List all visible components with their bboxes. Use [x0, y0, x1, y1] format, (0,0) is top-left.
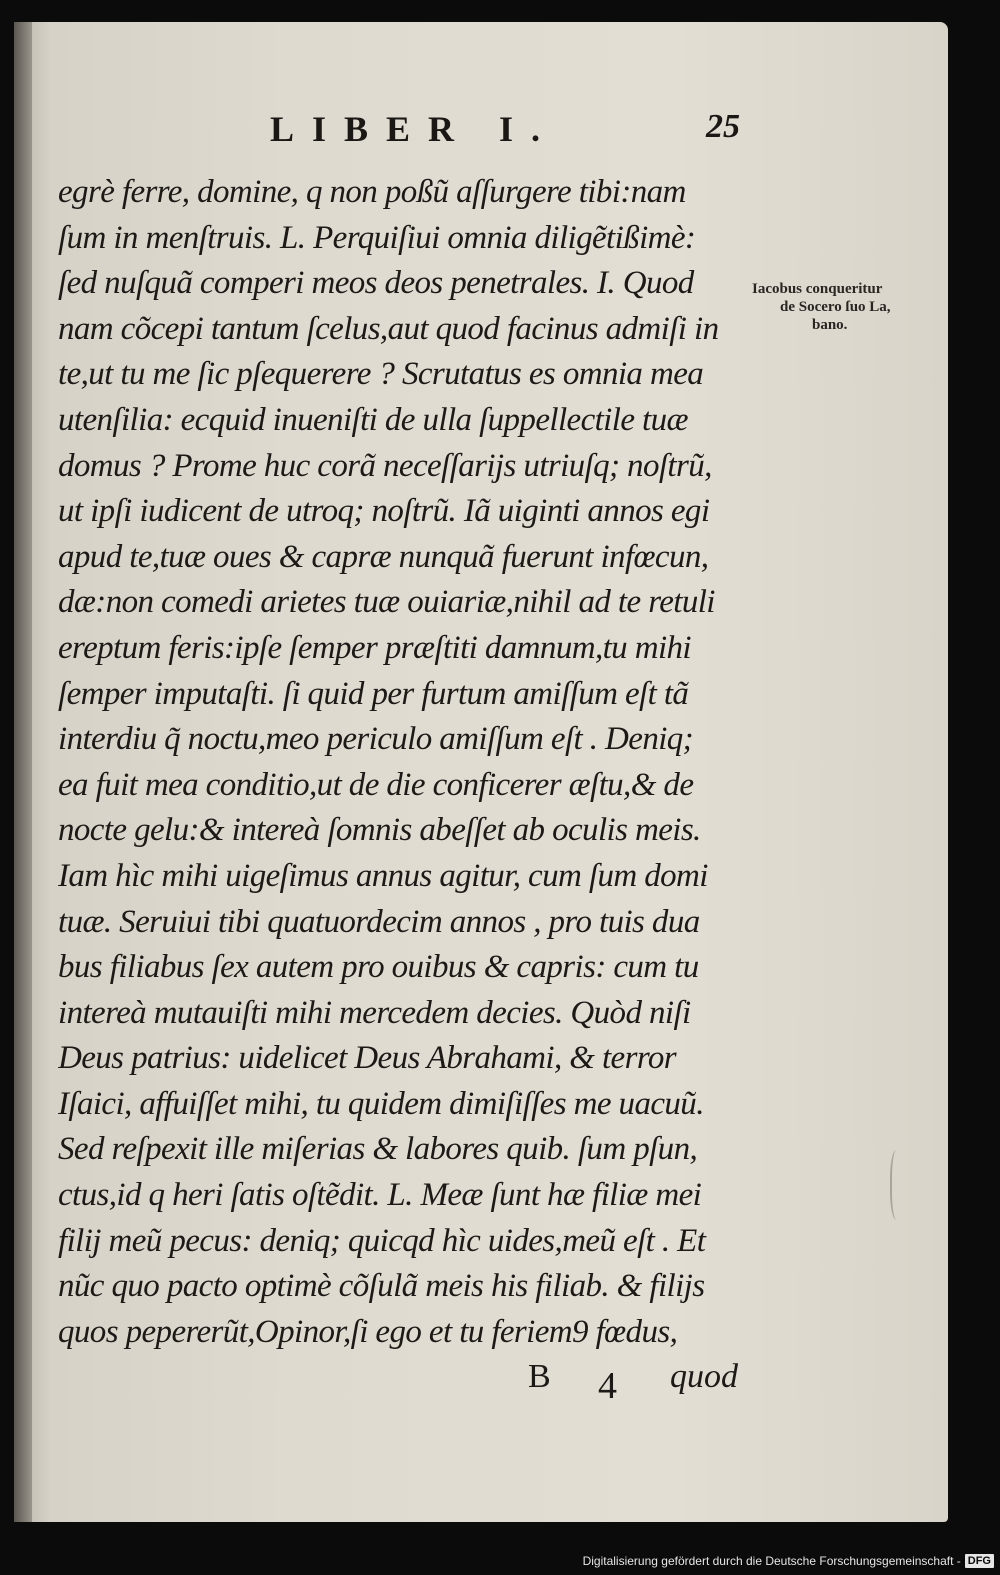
signature-mark: B [528, 1358, 551, 1395]
footer [583, 1551, 994, 1571]
text-line: filij meũ pecus: deniq; quicqd hìc uides,meũ eſt . Et [58, 1222, 706, 1259]
marginal-note [752, 280, 952, 334]
text-line: Iſaici, affuiſſet mihi, tu quidem dimiſiſſes me uacuũ. [58, 1085, 704, 1122]
page-gutter [14, 22, 32, 1522]
text-line: nam cõcepi tantum ſcelus,aut quod facinus admiſi in [58, 310, 719, 347]
text-line: ea fuit mea conditio,ut de die conficerer æſtu,& de [58, 766, 694, 803]
text-line: apud te,tuæ oues & capræ nunquã fuerunt infœcun, [58, 538, 709, 575]
text-line: ut ipſi iudicent de utroq; noſtrũ. Iã uiginti annos egi [58, 493, 710, 530]
body-text [58, 170, 758, 1355]
catchword-line [528, 1358, 748, 1406]
text-line: Deus patrius: uidelicet Deus Abrahami, & terror [58, 1040, 677, 1077]
text-line: egrè ferre, domine, q non poßũ aſſurgere tibi:nam [58, 174, 686, 210]
text-line: nocte gelu:& intereà ſomnis abeſſet ab oculis meis. [58, 812, 701, 849]
catchword: quod [670, 1358, 738, 1395]
dfg-logo: DFG [965, 1554, 994, 1568]
text-line: domus ? Prome huc corã neceſſarijs utriuſq; noſtrũ, [58, 447, 712, 484]
marginal-note-line: bano. [812, 317, 848, 333]
text-line: te,ut tu me ſic pſequerere ? Scrutatus es omnia mea [58, 356, 704, 393]
text-line: utenſilia: ecquid inueniſti de ulla ſuppellectile tuæ [58, 401, 688, 438]
text-line: nũc quo pacto optimè cõſulã meis his filiab. & filijs [58, 1268, 705, 1305]
text-line: ſed nuſquã comperi meos deos penetrales. I. Quod [58, 265, 694, 302]
text-line: Iam hìc mihi uigeſimus annus agitur, cum ſum domi [58, 857, 708, 894]
pencil-mark [890, 1150, 906, 1220]
text-line: intereà mutauiſti mihi mercedem decies. Quòd niſi [58, 994, 691, 1031]
footer-text: Digitalisierung gefördert durch die Deutsche Forschungsgemeinschaft - [582, 1554, 961, 1568]
text-line: tuæ. Seruiui tibi quatuordecim annos , pro tuis dua [58, 903, 700, 940]
page-header [270, 108, 740, 168]
text-line: Sed reſpexit ille miſerias & labores quib. ſum pſun, [58, 1131, 698, 1168]
text-line: dæ:non comedi arietes tuæ ouiariæ,nihil ad te retuli [58, 584, 715, 621]
text-line: ctus,id q heri ſatis oſtẽdit. L. Meæ ſunt hæ filiæ mei [58, 1177, 702, 1214]
marginal-note-line: de Socero ſuo La, [780, 299, 891, 315]
running-head: LIBER I. [270, 109, 559, 149]
text-line: quos pepererũt,Opinor,ſi ego et tu feriem9 fœdus, [58, 1313, 678, 1350]
text-line: bus filiabus ſex autem pro ouibus & capris: cum tu [58, 949, 699, 986]
text-line: ſemper imputaſti. ſi quid per furtum amiſſum eſt tã [58, 675, 689, 712]
page-number: 25 [706, 108, 740, 145]
marginal-note-line: Iacobus conqueritur [752, 281, 883, 297]
signature-number: 4 [598, 1365, 617, 1407]
text-line: ereptum feris:ipſe ſemper præſtiti damnum,tu mihi [58, 629, 691, 666]
text-line: ſum in menſtruis. L. Perquiſiui omnia diligẽtißimè: [58, 219, 696, 256]
text-line: interdiu q̃ noctu,meo periculo amiſſum eſt . Deniq; [58, 721, 694, 758]
